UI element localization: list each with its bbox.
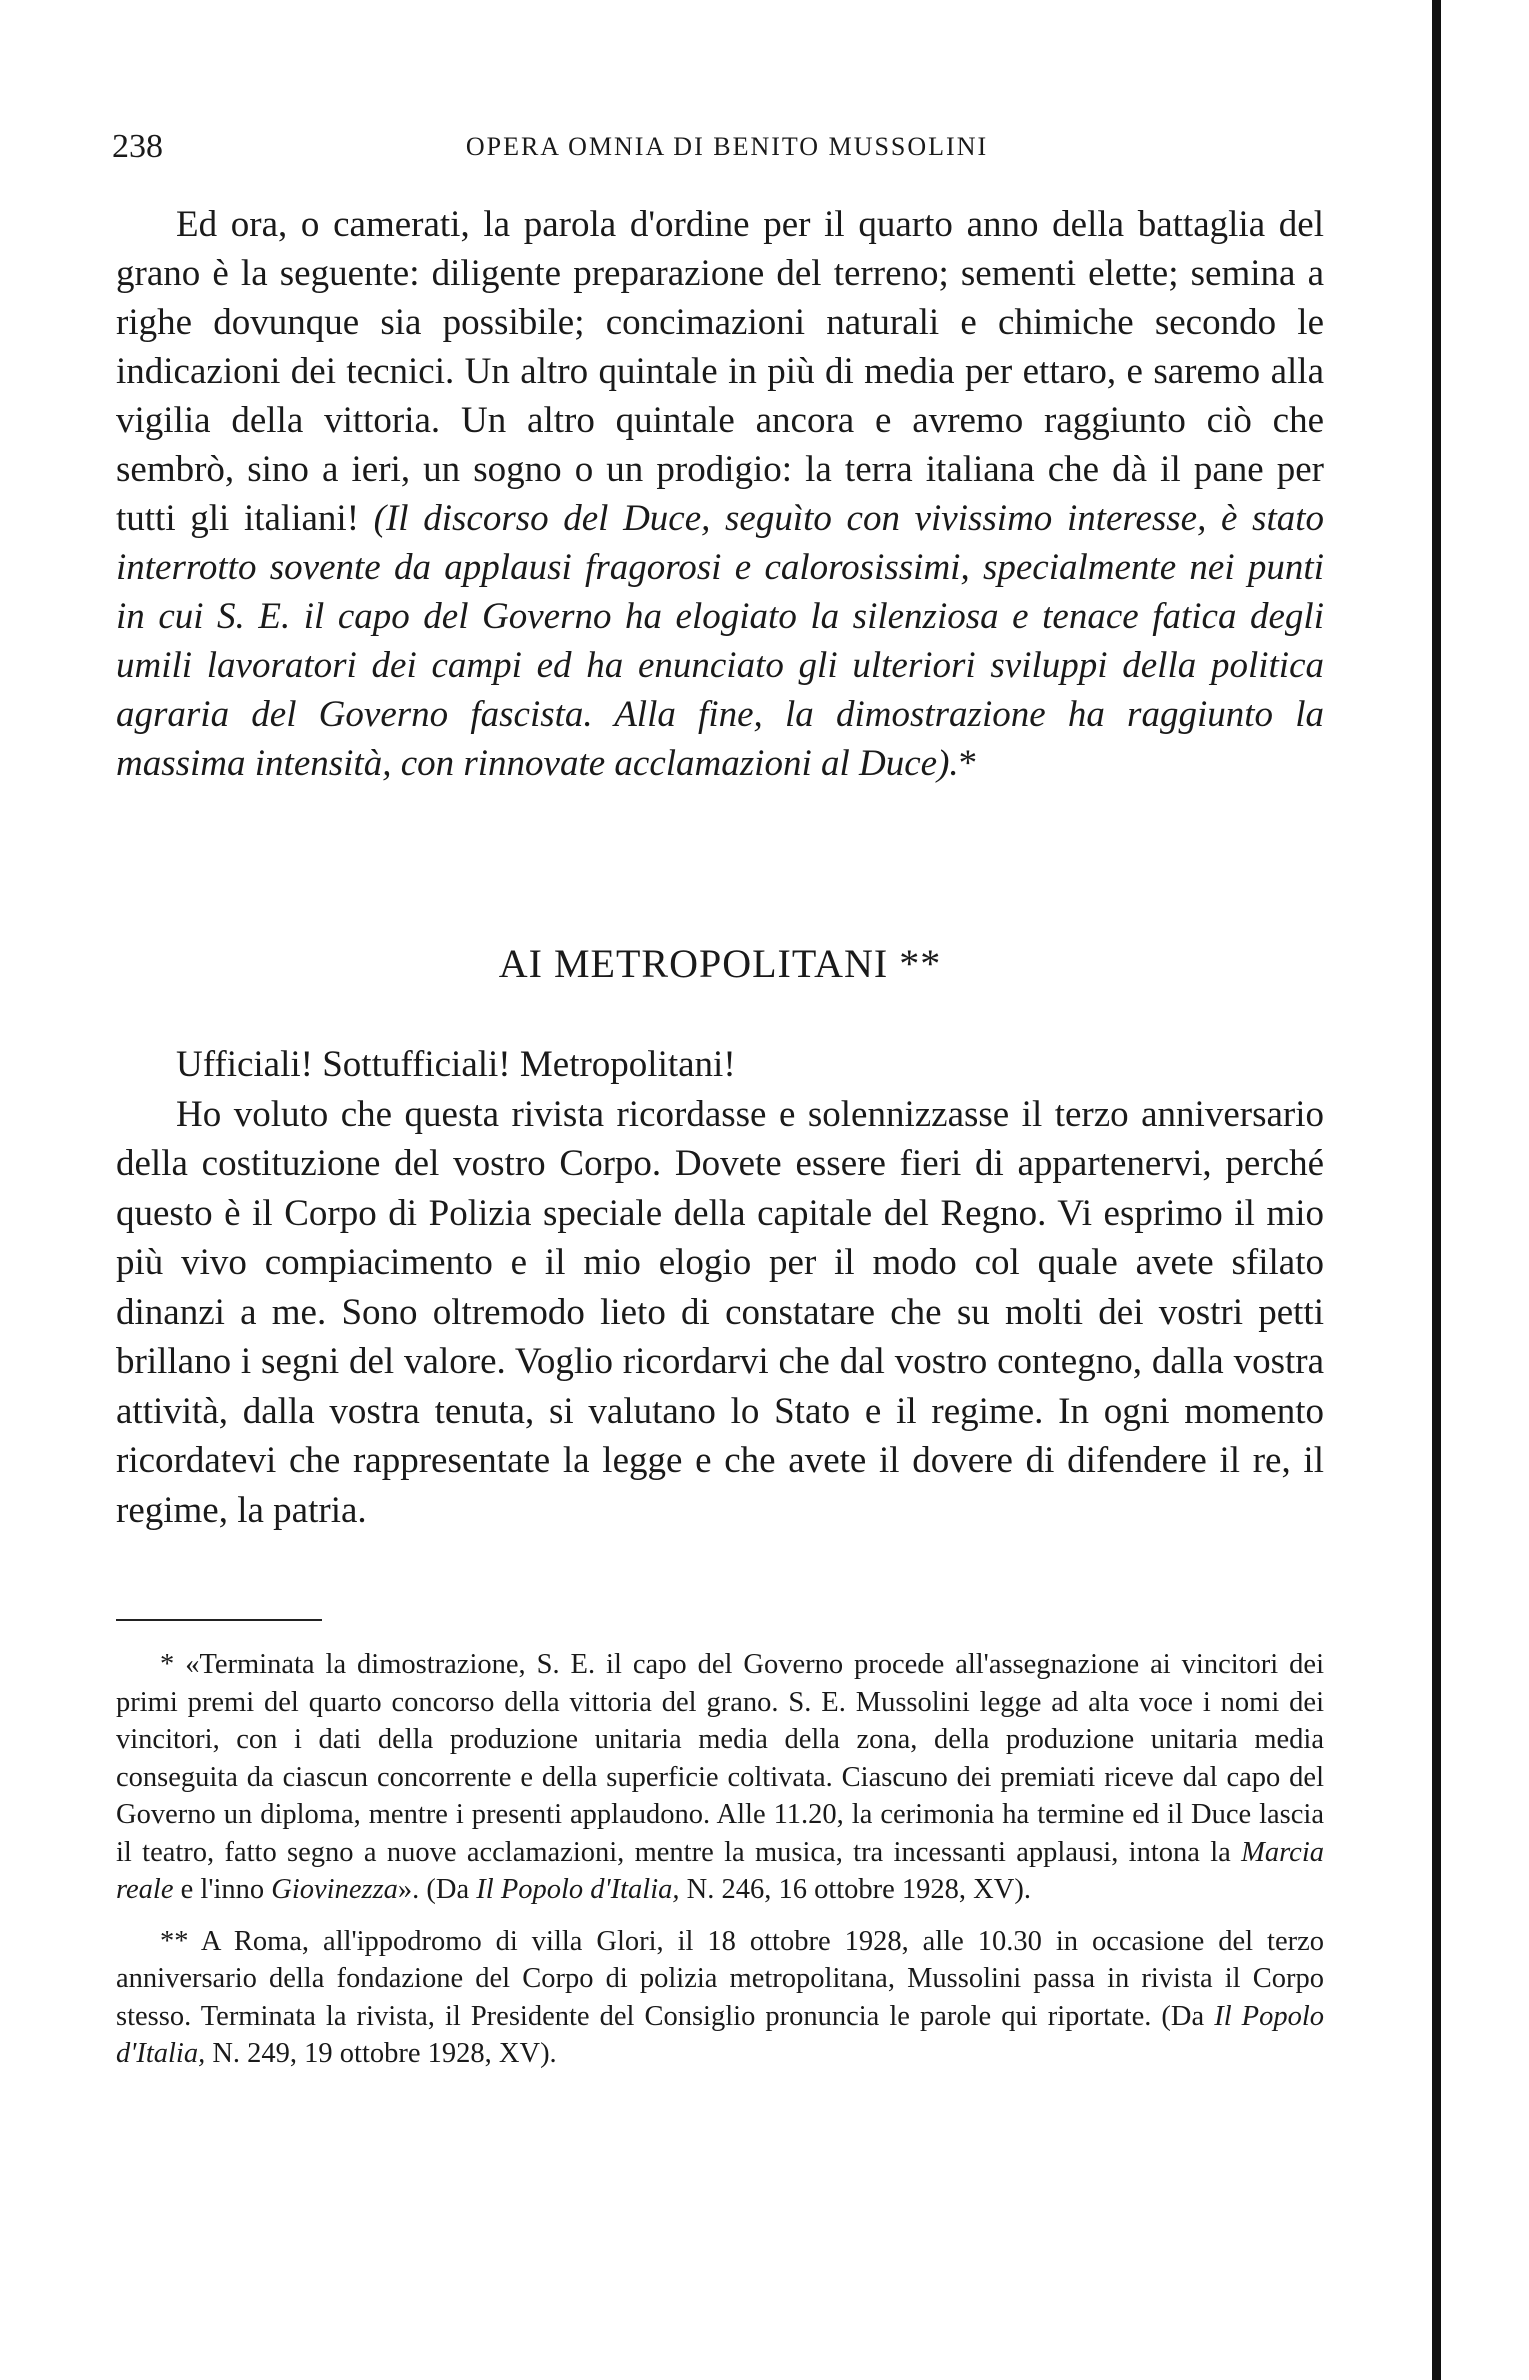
footnote-1-text-b: e l'inno — [173, 1874, 272, 1905]
footnote-2-source: Il Popolo d'Italia, — [116, 2000, 1324, 2069]
footnote-separator — [116, 1619, 322, 1621]
footnote-1-source: Il Popolo d'Italia, — [476, 1874, 680, 1905]
speech-body: Ho voluto che questa rivista ricordasse e solennizzasse il terzo anniversario della costituzione del vostro Corpo. Dovete essere fieri di appartenervi, perché questo è il Corpo di Polizia speciale della capitale del Regno. Vi esprimo il mio più vivo compiacimento e il mio elogio per il modo col quale avete sfilato dinanzi a me. Sono oltremodo lieto di constatare che su molti dei vostri petti brillano i segni del valore. Voglio ricordarvi che dal vostro contegno, dalla vostra attività, dalla vostra tenuta, si valutano lo Stato e il regime. In ogni momento ricordatevi che rappresentate la legge e che avete il dovere di difendere il re, il regime, la patria. — [116, 1093, 1324, 1531]
page-header — [112, 128, 1342, 172]
speech-salutation: Ufficiali! Sottufficiali! Metropolitani! — [176, 1044, 736, 1085]
footnote-1-text-a: * «Terminata la dimostrazione, S. E. il capo del Governo procede all'assegnazione ai vincitori dei primi premi del quarto concorso della vittoria del grano. S. E. Mussolini legge ad alta voce i nomi dei vincitori, con i dati della produzione unitaria media della zona, della produzione unitaria media conseguita da ciascun concorrente e della superficie coltivata. Ciascuno dei premiati riceve dal capo del Governo un diploma, mentre i presenti applaudono. Alle 11.20, la cerimonia ha termine ed il Duce lascia il teatro, fatto segno a nuove acclamazioni, mentre la musica, tra incessanti applausi, intona la — [116, 1649, 1324, 1868]
footnote-1-text-d: N. 246, 16 ottobre 1928, XV). — [679, 1874, 1031, 1905]
footnote-1 — [116, 1646, 1324, 1909]
footnote-2 — [116, 1923, 1324, 2073]
speech-text — [116, 1040, 1324, 1535]
footnote-1-title-1: Marcia reale — [116, 1836, 1324, 1905]
page-number: 238 — [112, 128, 163, 165]
footnote-1-title-2: Giovinezza — [271, 1874, 398, 1905]
closing-paragraph — [116, 200, 1324, 788]
closing-paragraph-text — [116, 200, 1324, 788]
closing-speech-text: Ed ora, o camerati, la parola d'ordine per il quarto anno della battaglia del grano è la seguente: diligente preparazione del terreno; sementi elette; semina a righe dovunque sia possibile; concimazioni naturali e chimiche secondo le indicazioni dei tecnici. Un altro quintale in più di media per ettaro, e saremo alla vigilia della vittoria. Un altro quintale ancora e avremo raggiunto ciò che sembrò, sino a ieri, un sogno o un prodigio: la terra italiana che dà il pane per tutti gli italiani! — [116, 204, 1324, 539]
page-edge-rule — [1432, 0, 1441, 2380]
running-title: OPERA OMNIA DI BENITO MUSSOLINI — [465, 132, 989, 161]
footnote-1-text-c: ». (Da — [397, 1874, 477, 1905]
italic-note: (Il discorso del Duce, seguìto con vivissimo interesse, è stato interrotto sovente da applausi fragorosi e calorosissimi, specialmente nei punti in cui S. E. il capo del Governo ha elogiato la silenziosa e tenace fatica degli umili lavoratori dei campi ed ha enunciato gli ulteriori sviluppi della politica agraria del Governo fascista. Alla fine, la dimostrazione ha raggiunto la massima intensità, con rinnovate acclamazioni al Duce). — [116, 498, 1324, 784]
footnotes — [116, 1646, 1324, 2073]
footnote-2-text-b: N. 249, 19 ottobre 1928, XV). — [205, 2038, 557, 2069]
section-title: AI METROPOLITANI ** — [498, 941, 942, 986]
footnote-2-text-a: ** A Roma, all'ippodromo di villa Glori, il 18 ottobre 1928, alle 10.30 in occasione del terzo anniversario della fondazione del Corpo di polizia metropolitana, Mussolini passa in rivista il Corpo stesso. Terminata la rivista, il Presidente del Consiglio pronuncia le parole qui riportate. (Da — [116, 1925, 1324, 2032]
footnote-marker: * — [958, 743, 978, 784]
